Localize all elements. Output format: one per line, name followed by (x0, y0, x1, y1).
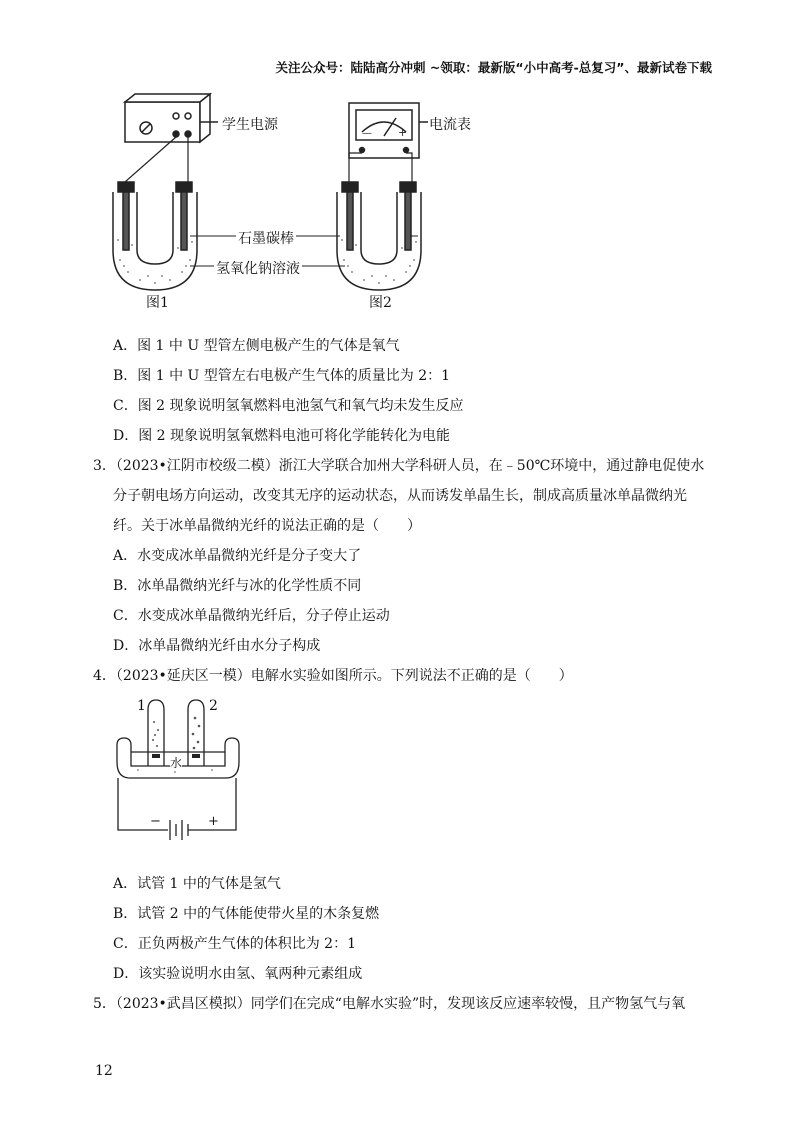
solution-label: 氢氧化钠溶液 (214, 258, 302, 278)
q2-option-d: D．图 2 现象说明氢氧燃料电池可将化学能转化为电能 (113, 428, 451, 444)
q4-option-b: B．试管 2 中的气体能使带火星的木条复燃 (113, 906, 380, 922)
tube-2-label: 2 (209, 698, 218, 714)
svg-text:—: — (362, 128, 372, 139)
q2-option-a: A．图 1 中 U 型管左侧电极产生的气体是氧气 (113, 338, 400, 354)
q2-option-b: B．图 1 中 U 型管左右电极产生气体的质量比为 2：1 (113, 368, 451, 384)
q3-stem-line3: 纤。关于冰单晶微纳光纤的说法正确的是（ ） (113, 518, 421, 534)
svg-text:+: + (398, 126, 408, 139)
tube-1-label: 1 (137, 698, 146, 714)
q2-option-c: C．图 2 现象说明氢氧燃料电池氢气和氧气均未发生反应 (113, 398, 464, 414)
q4-option-d: D．该实验说明水由氢、氧两种元素组成 (113, 966, 363, 982)
q4-option-a: A．试管 1 中的气体是氢气 (113, 876, 281, 892)
q3-stem-line2: 分子朝电场方向运动，改变其无序的运动状态，从而诱发单晶生长，制成高质量冰单晶微纳光 (113, 488, 687, 504)
q3-option-b: B．冰单晶微纳光纤与冰的化学性质不同 (113, 578, 362, 594)
electrode-label: 石墨碳棒 (236, 228, 296, 248)
ammeter-label: 电流表 (429, 117, 471, 133)
page-number: 12 (95, 1063, 113, 1079)
positive-terminal-label: + (208, 814, 219, 829)
q3-stem-line1: 3．（2023•江阴市校级二模）浙江大学联合加州大学科研人员，在﹣50℃环境中，通过静电促使水 (93, 458, 705, 474)
q3-option-d: D．冰单晶微纳光纤由水分子构成 (113, 638, 321, 654)
negative-terminal-label: − (150, 814, 161, 829)
q4-option-c: C．正负两极产生气体的体积比为 2：1 (113, 936, 356, 952)
q3-option-c: C．水变成冰单晶微纳光纤后，分子停止运动 (113, 608, 390, 624)
q3-option-a: A．水变成冰单晶微纳光纤是分子变大了 (113, 548, 362, 564)
figure-2-caption: 图2 (369, 295, 392, 311)
water-label: 水 (170, 756, 183, 770)
q4-stem-line1: 4．（2023•延庆区一模）电解水实验如图所示。下列说法不正确的是（ ） (93, 668, 573, 684)
q5-stem-line1: 5．（2023•武昌区模拟）同学们在完成“电解水实验”时，发现该反应速率较慢，且产物氢气与氧 (93, 996, 686, 1012)
page-header: 关注公众号：陆陆高分冲刺 ~领取：最新版“小中高考-总复习”、最新试卷下载 (275, 60, 712, 75)
figure-1-caption: 图1 (146, 295, 169, 311)
power-supply-label: 学生电源 (222, 117, 278, 133)
